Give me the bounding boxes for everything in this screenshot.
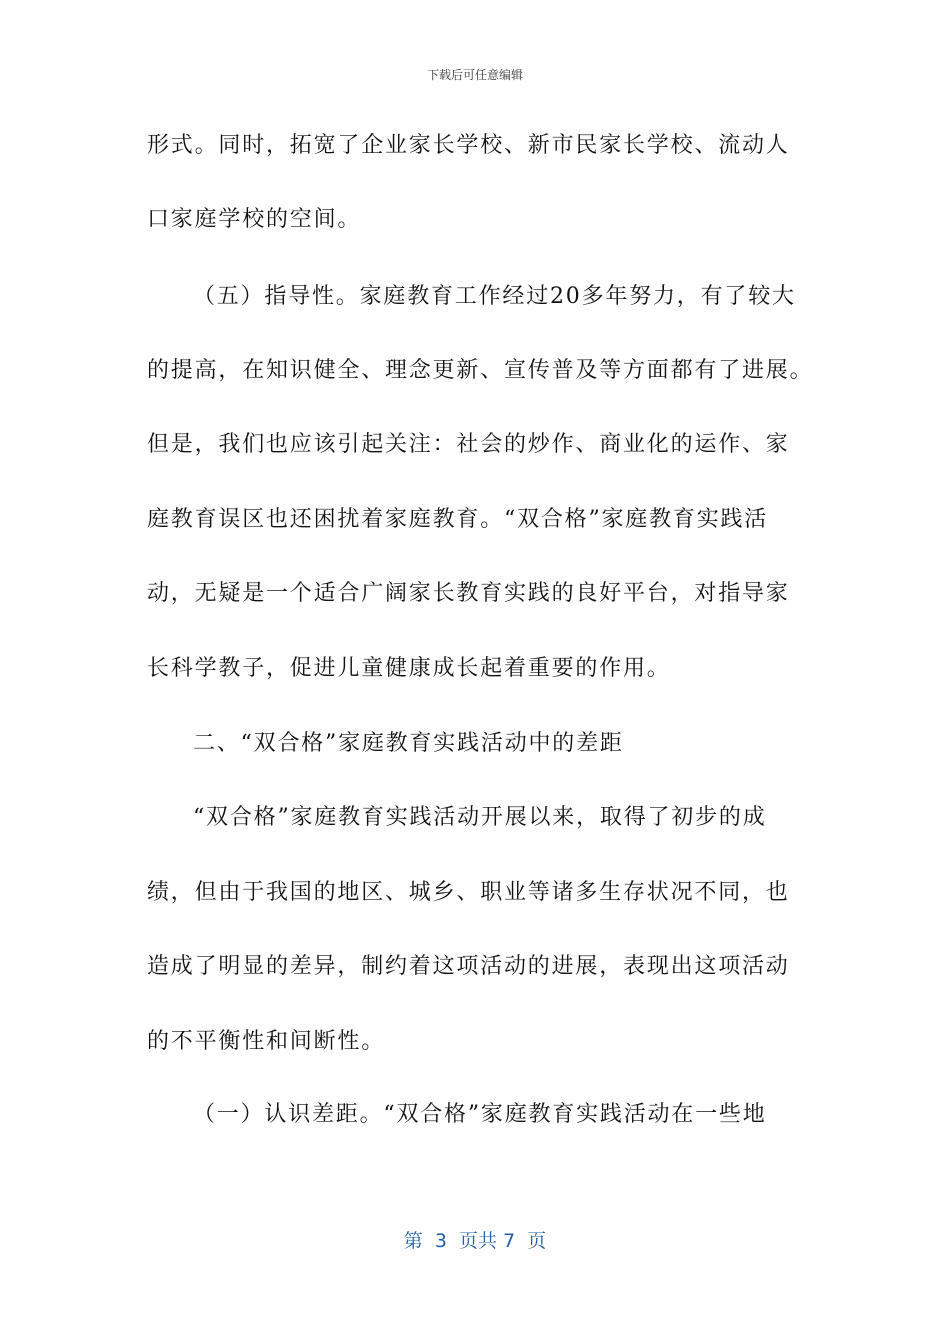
header-note: 下载后可任意编辑 bbox=[426, 68, 523, 82]
paragraph-line: 动，无疑是一个适合广阔家长教育实践的良好平台，对指导家 bbox=[147, 581, 790, 606]
page-number: 第 3 页共 7 页 bbox=[403, 1230, 547, 1252]
paragraph-line: 庭教育误区也还困扰着家庭教育。“双合格”家庭教育实践活 bbox=[147, 507, 769, 532]
paragraph-line: （一）认识差距。“双合格”家庭教育实践活动在一些地 bbox=[193, 1102, 767, 1127]
section-heading: 二、“双合格”家庭教育实践活动中的差距 bbox=[193, 731, 624, 756]
paragraph-line: 口家庭学校的空间。 bbox=[147, 207, 362, 232]
paragraph-line: 的不平衡性和间断性。 bbox=[147, 1029, 386, 1054]
paragraph-line: 长科学教子，促进儿童健康成长起着重要的作用。 bbox=[147, 656, 671, 681]
paragraph-line: 造成了明显的差异，制约着这项活动的进展，表现出这项活动 bbox=[147, 954, 790, 979]
paragraph-line: “双合格”家庭教育实践活动开展以来，取得了初步的成 bbox=[193, 805, 767, 830]
paragraph-line: 形式。同时，拓宽了企业家长学校、新市民家长学校、流动人 bbox=[147, 133, 790, 158]
paragraph-line: 的提高，在知识健全、理念更新、宣传普及等方面都有了进展。 bbox=[147, 358, 814, 383]
paragraph-line: 但是，我们也应该引起关注：社会的炒作、商业化的运作、家 bbox=[147, 432, 790, 457]
paragraph-line: 绩，但由于我国的地区、城乡、职业等诸多生存状况不同，也 bbox=[147, 880, 790, 905]
paragraph-line: （五）指导性。家庭教育工作经过20多年努力，有了较大 bbox=[193, 284, 796, 309]
